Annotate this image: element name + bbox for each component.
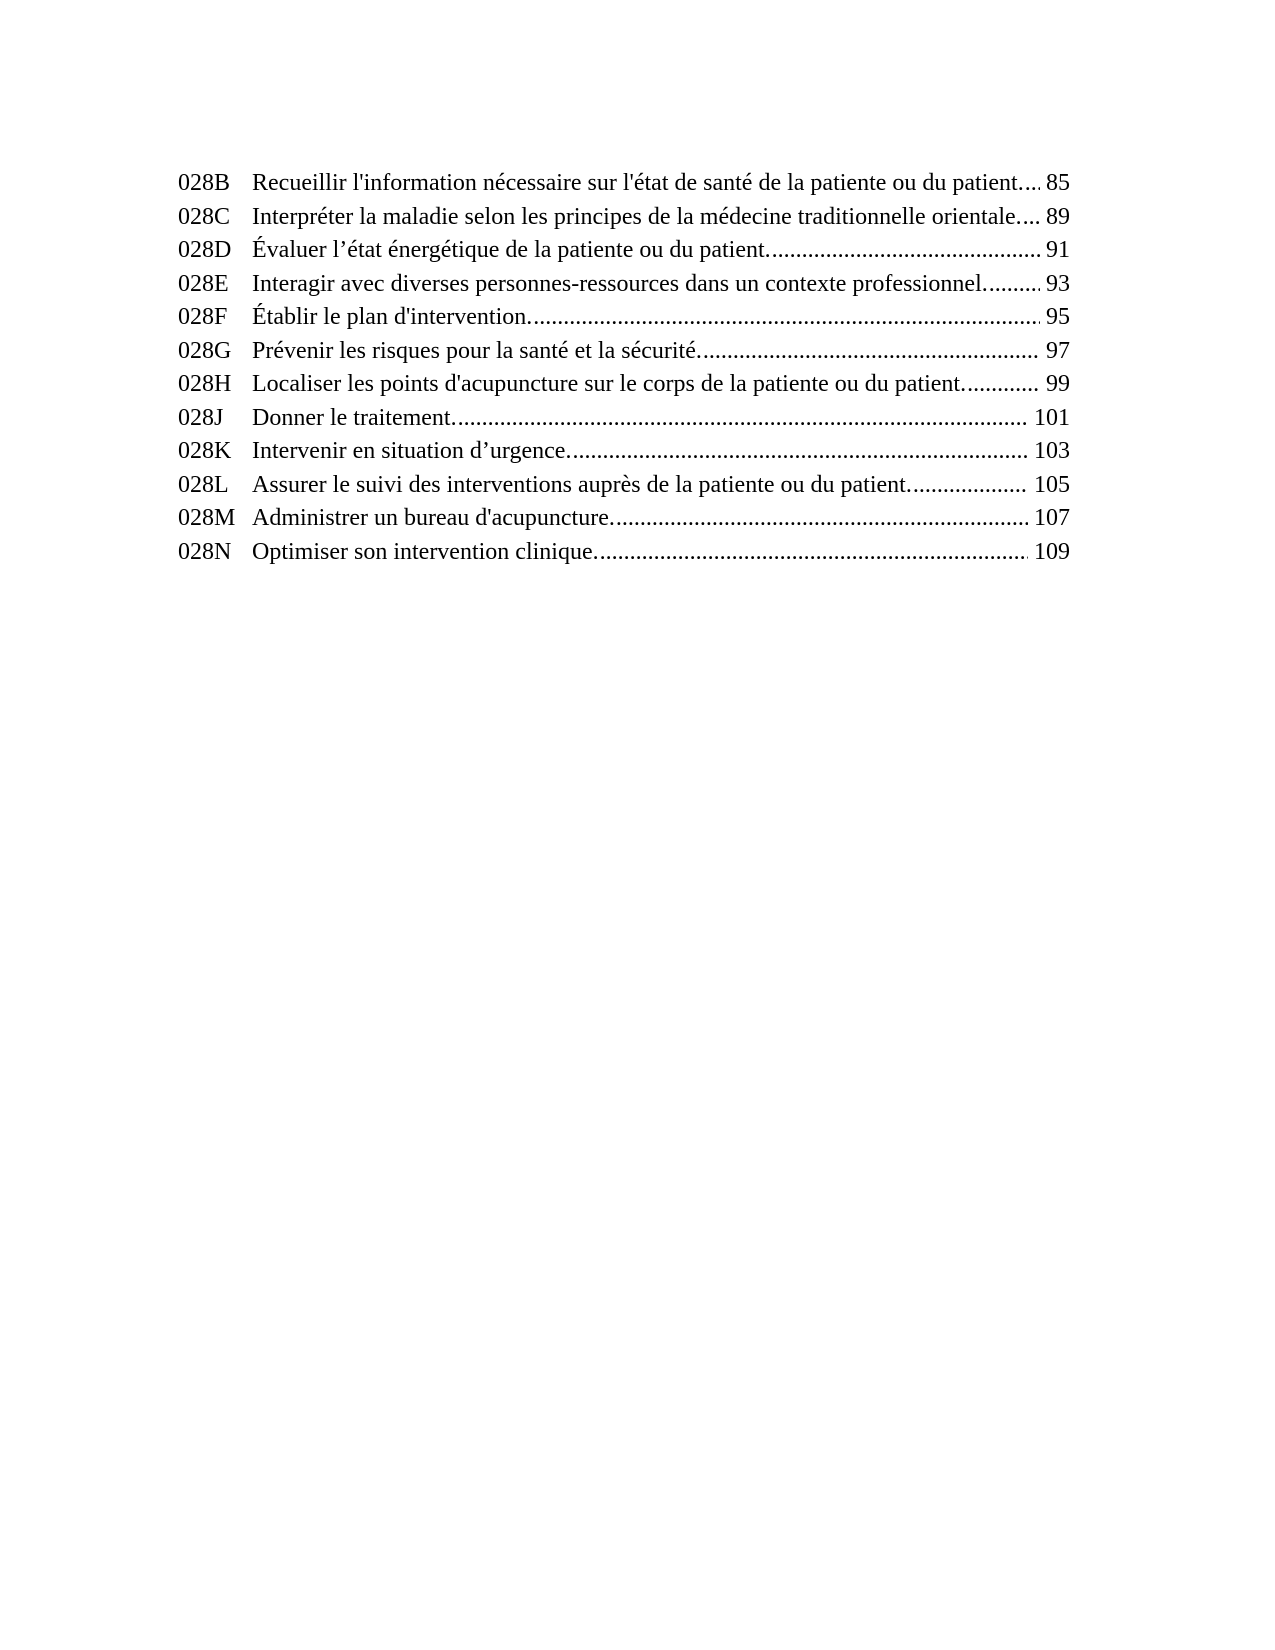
toc-entry-page-number: 91 [1046, 237, 1070, 263]
toc-entry-title: Localiser les points d'acupuncture sur le corps de la patiente ou du patient. [252, 371, 967, 397]
toc-entry-page-number: 95 [1046, 304, 1070, 330]
toc-entry-page-number: 99 [1046, 371, 1070, 397]
toc-entry-title: Donner le traitement. [252, 404, 457, 431]
toc-entry-title: Optimiser son intervention clinique. [252, 538, 599, 565]
toc-leader-dots [572, 438, 1028, 465]
toc-leader-dots [600, 539, 1028, 566]
toc-entry-code: 028E [178, 270, 229, 297]
toc-entry-title: Administrer un bureau d'acupuncture. [252, 505, 615, 531]
toc-entry-title: Évaluer l’état énergétique de la patiente ou du patient. [252, 237, 771, 263]
toc-entry [178, 405, 1070, 439]
toc-entry-page-number: 93 [1046, 270, 1070, 297]
toc-entry-code: 028C [178, 203, 231, 230]
toc-entry-title: Interpréter la maladie selon les principes de la médecine traditionnelle orientale. [252, 203, 1022, 230]
toc-entry-code: 028M [178, 505, 236, 531]
toc-leader-dots [1023, 204, 1040, 231]
toc-entry-title: Prévenir les risques pour la santé et la sécurité. [252, 337, 702, 364]
toc-entry [178, 338, 1070, 372]
toc-entry-title: Assurer le suivi des interventions auprès de la patiente ou du patient. [252, 471, 912, 498]
toc-entry-code: 028N [178, 538, 232, 565]
toc-entry [178, 539, 1070, 573]
toc-entry [178, 438, 1070, 472]
toc-entry-page-number: 97 [1046, 337, 1070, 364]
toc-entry-page-number: 101 [1034, 404, 1070, 431]
toc-entry [178, 204, 1070, 238]
toc-entry-page-number: 105 [1034, 471, 1070, 498]
toc-entry-code: 028H [178, 371, 232, 397]
toc-leader-dots [458, 405, 1028, 432]
toc-entry [178, 170, 1070, 204]
toc-entry-code: 028L [178, 471, 229, 498]
toc-entry-page-number: 85 [1046, 170, 1070, 196]
toc-entry-code: 028D [178, 237, 232, 263]
toc-leader-dots [533, 304, 1040, 331]
toc-entry [178, 271, 1070, 305]
toc-entry-page-number: 107 [1034, 505, 1070, 531]
toc-entry-title: Établir le plan d'intervention. [252, 304, 533, 330]
toc-entry [178, 371, 1070, 405]
toc-leader-dots [989, 271, 1040, 298]
table-of-contents [178, 170, 1070, 572]
toc-entry [178, 472, 1070, 506]
toc-leader-dots [1025, 170, 1040, 197]
toc-entry-title: Interagir avec diverses personnes-ressources dans un contexte professionnel. [252, 270, 988, 297]
toc-entry-page-number: 109 [1034, 538, 1070, 565]
toc-entry-code: 028F [178, 304, 228, 330]
toc-entry-code: 028B [178, 170, 231, 196]
toc-entry-page-number: 89 [1046, 203, 1070, 230]
toc-entry [178, 237, 1070, 271]
toc-leader-dots [772, 237, 1040, 264]
toc-entry-code: 028J [178, 404, 224, 431]
toc-leader-dots [703, 338, 1040, 365]
toc-leader-dots [913, 472, 1028, 499]
toc-entry-title: Intervenir en situation d’urgence. [252, 438, 572, 464]
toc-entry [178, 505, 1070, 539]
toc-entry-title: Recueillir l'information nécessaire sur l'état de santé de la patiente ou du patient. [252, 170, 1024, 196]
toc-leader-dots [616, 505, 1028, 532]
toc-entry-code: 028G [178, 337, 232, 364]
toc-entry-code: 028K [178, 438, 232, 464]
toc-leader-dots [967, 371, 1040, 398]
toc-entry-page-number: 103 [1034, 438, 1070, 464]
toc-entry [178, 304, 1070, 338]
